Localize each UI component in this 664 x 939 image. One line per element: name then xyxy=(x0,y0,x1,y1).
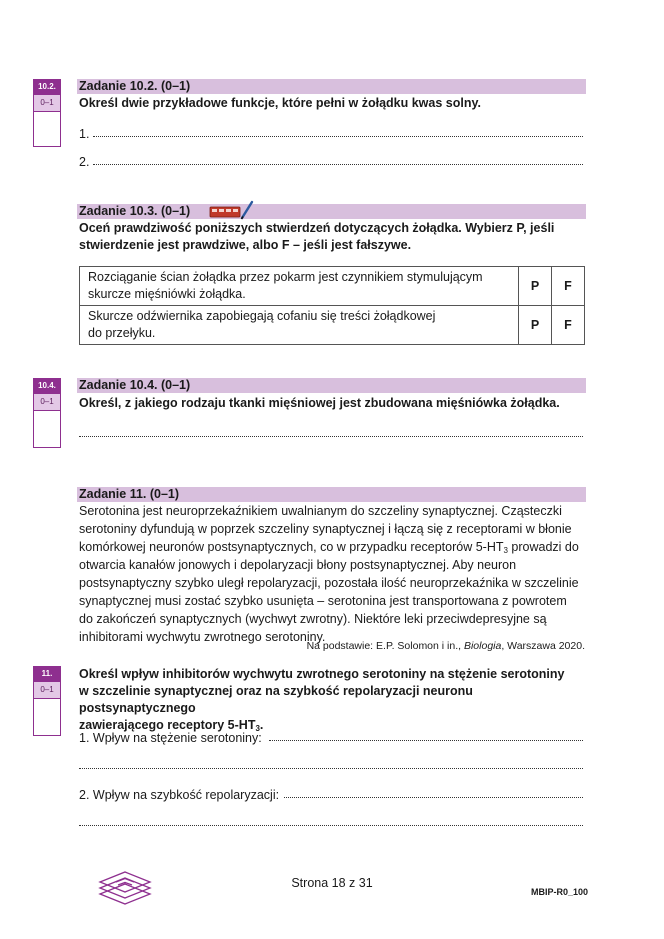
score-box-10-4 xyxy=(33,378,61,448)
answer-line[interactable] xyxy=(284,797,583,798)
statement-cell xyxy=(80,306,519,345)
option-true[interactable]: P xyxy=(519,306,552,345)
task-points: 0–1 xyxy=(33,394,61,410)
task-question: Określ dwie przykładowe funkcje, które pełni w żołądku kwas solny. xyxy=(79,96,481,110)
task-title: Zadanie 10.4. (0–1) xyxy=(79,378,191,392)
intro-line: otwarcia kanałów jonowych i depolaryzacji błony postsynaptycznej. Aby neuron xyxy=(79,558,517,572)
question-line-end: . xyxy=(259,718,264,732)
task-header xyxy=(77,204,586,219)
statement-line: Rozciąganie ścian żołądka przez pokarm jest czynnikiem stymulującym xyxy=(88,270,483,284)
source-title: Biologia xyxy=(463,640,502,652)
question-line: stwierdzenie jest prawdziwe, albo F – jeśli jest fałszywe. xyxy=(79,238,412,252)
statement-line: skurcze mięśniówki żołądka. xyxy=(88,287,246,301)
statement-line: Skurcze odźwiernika zapobiegają cofaniu się treści żołądkowej xyxy=(88,309,436,323)
task-title: Zadanie 11. (0–1) xyxy=(79,487,180,501)
intro-line: synaptycznej musi zostać szybko usunięta – serotonina jest transportowana z powrotem xyxy=(79,594,567,608)
subscript: 3 xyxy=(503,546,508,555)
score-field[interactable] xyxy=(33,698,61,736)
option-false[interactable]: F xyxy=(552,267,585,306)
task-points: 0–1 xyxy=(33,682,61,698)
table-row xyxy=(80,267,585,306)
task-question xyxy=(79,666,585,734)
question-line: Oceń prawdziwość poniższych stwierdzeń dotyczących żołądka. Wybierz P, jeśli xyxy=(79,221,555,235)
score-box-10-2 xyxy=(33,79,61,147)
task-title: Zadanie 10.3. (0–1) xyxy=(79,204,191,218)
intro-line: inhibitorami wychwytu zwrotnego serotoniny. xyxy=(79,630,326,644)
score-field[interactable] xyxy=(33,111,61,147)
source-citation xyxy=(307,640,585,652)
keyboard-pen-icon xyxy=(209,200,255,220)
answer-line[interactable] xyxy=(79,436,583,437)
statement-line: do przełyku. xyxy=(88,326,156,340)
intro-text xyxy=(79,502,585,646)
answer-label: 2. xyxy=(79,155,90,169)
intro-line: serotoniny dyfundują w poprzek szczeliny synaptycznej i łączą się z receptorami w błonie xyxy=(79,522,572,536)
task-title: Zadanie 10.2. (0–1) xyxy=(79,79,191,93)
question-line: w szczelinie synaptycznej oraz na szybkość repolaryzacji neuronu postsynaptycznego xyxy=(79,684,473,715)
statement-cell xyxy=(80,267,519,306)
source-suffix: , Warszawa 2020. xyxy=(501,640,585,652)
intro-line xyxy=(79,538,585,556)
exam-code: MBIP-R0_100 xyxy=(531,887,589,897)
page-number: Strona 18 z 31 xyxy=(291,876,373,890)
score-field[interactable] xyxy=(33,410,61,448)
intro-line: do zakończeń synaptycznych (wychwyt zwrotny). Niektóre leki przeciwdepresyjne są xyxy=(79,612,547,626)
intro-line-head: komórkowej neuronów postsynaptycznych, co w przypadku receptorów 5-HT xyxy=(79,540,504,554)
task-question: Określ, z jakiego rodzaju tkanki mięśniowej jest zbudowana mięśniówka żołądka. xyxy=(79,396,560,410)
answer-line[interactable] xyxy=(93,136,583,137)
true-false-table xyxy=(79,266,585,345)
task-points: 0–1 xyxy=(33,95,61,111)
task-header xyxy=(77,79,586,94)
score-box-11 xyxy=(33,666,61,736)
answer-line[interactable] xyxy=(93,164,583,165)
option-false[interactable]: F xyxy=(552,306,585,345)
answer-line[interactable] xyxy=(79,768,583,769)
task-number: 11. xyxy=(33,666,61,682)
task-header xyxy=(77,378,586,393)
intro-line-tail: prowadzi do xyxy=(507,540,579,554)
answer-label: 1. Wpływ na stężenie serotoniny: xyxy=(79,731,262,745)
option-true[interactable]: P xyxy=(519,267,552,306)
task-question xyxy=(79,220,585,254)
answer-line[interactable] xyxy=(79,825,583,826)
subscript: 3 xyxy=(255,724,260,733)
table-row xyxy=(80,306,585,345)
question-line-head: zawierającego receptory 5-HT xyxy=(79,718,256,732)
intro-line: Serotonina jest neuroprzekaźnikiem uwalnianym do szczeliny synaptycznej. Cząsteczki xyxy=(79,504,562,518)
task-number: 10.4. xyxy=(33,378,61,394)
task-number: 10.2. xyxy=(33,79,61,95)
question-line: Określ wpływ inhibitorów wychwytu zwrotnego serotoniny na stężenie serotoniny xyxy=(79,667,565,681)
answer-label: 1. xyxy=(79,127,90,141)
intro-line: postsynaptyczny szybko uległ repolaryzacji, pozostała ilość neuroprzekaźnika w szczelinie xyxy=(79,576,579,590)
task-header xyxy=(77,487,586,502)
answer-line[interactable] xyxy=(269,740,583,741)
source-prefix: Na podstawie: E.P. Solomon i in., xyxy=(306,640,464,652)
answer-label: 2. Wpływ na szybkość repolaryzacji: xyxy=(79,788,280,802)
